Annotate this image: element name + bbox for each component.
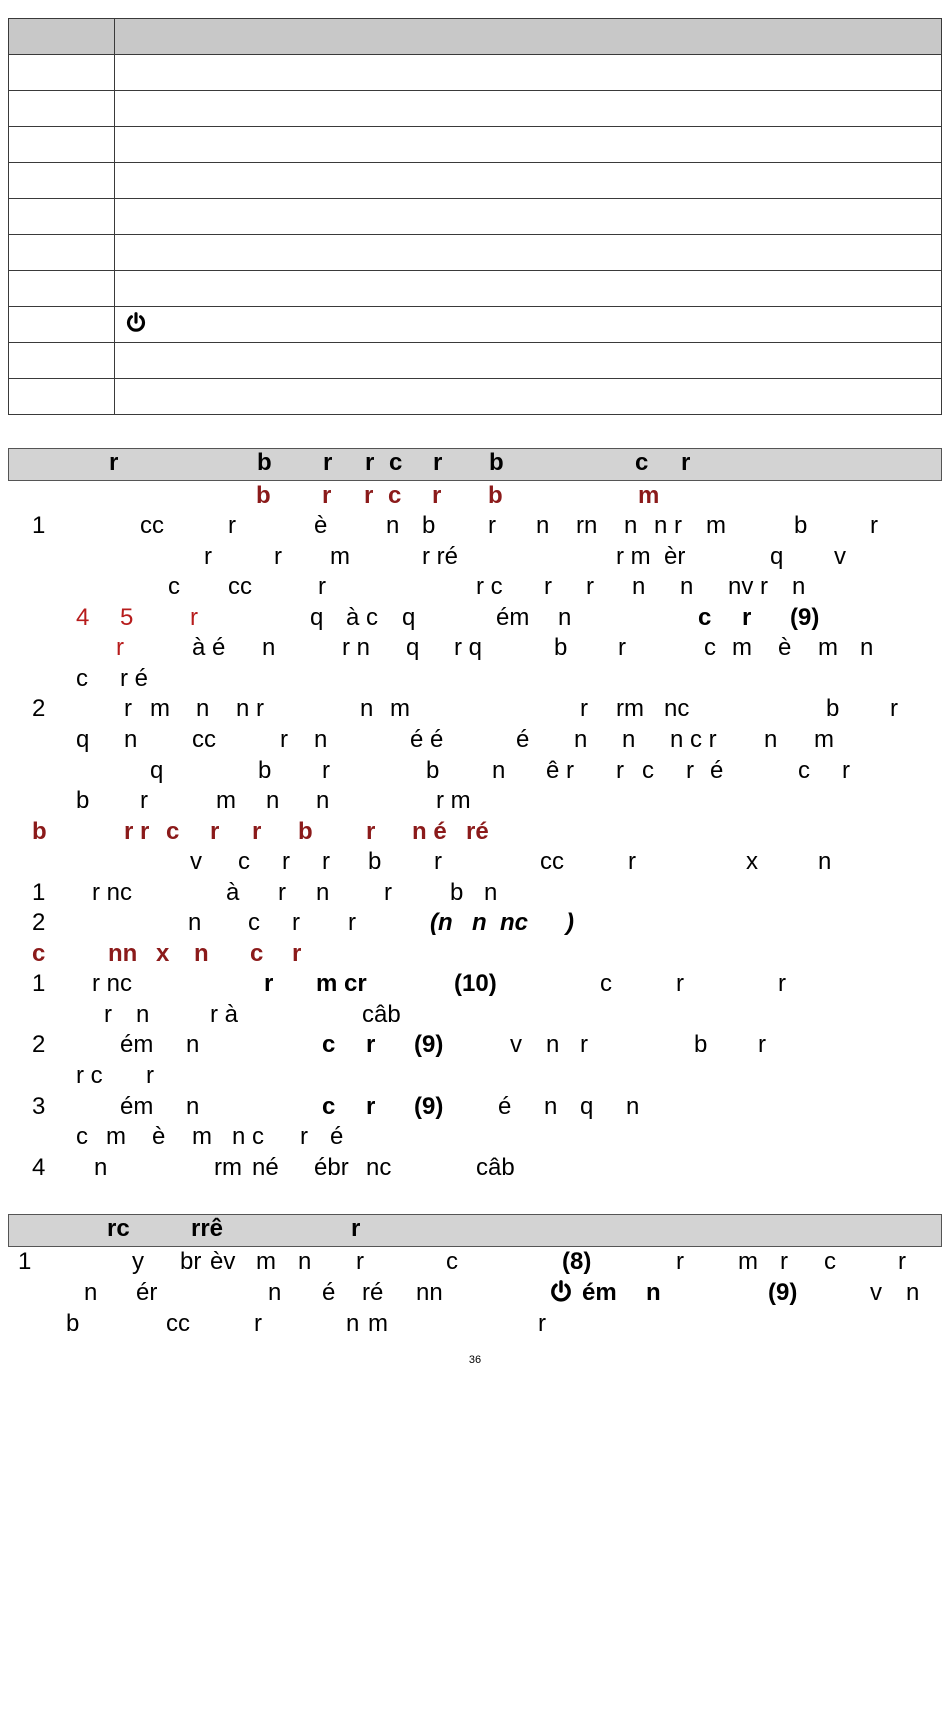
section1-line-11: v c r r b r cc r x n: [190, 848, 832, 875]
section1-line-10: b r m n n r m: [76, 787, 471, 814]
section1-line-16: 2 ém n c r (9) v n r b r: [32, 1031, 766, 1058]
power-icon: [125, 312, 147, 339]
section1-line-18: 3 ém n c r (9) é n q n: [32, 1093, 640, 1120]
section1-subheading-2: b r r c r r b r n é ré: [32, 818, 489, 845]
section2-line-3: b cc r n m r: [66, 1310, 546, 1337]
table-row: [9, 307, 942, 343]
table-row: [9, 235, 942, 271]
section1-header-bar: r b r r c r b c r: [8, 448, 942, 481]
section1-line-9: q b r b n ê r r c r é c r: [150, 757, 850, 784]
table-row: [9, 55, 942, 91]
section1-line-2: r r m r ré r m èr q v: [204, 543, 846, 570]
section1-line-5: r à é n r n q r q b r c m è m n: [116, 634, 874, 661]
section2-line-2: n ér n é ré nn ém n (9) v n: [84, 1279, 920, 1306]
section1-line-12: 1 r nc à r n r b n: [32, 879, 498, 906]
section1-line-6: c r é: [76, 665, 149, 692]
table-row: [9, 379, 942, 415]
table-header-row: [9, 19, 942, 55]
table-row: [9, 343, 942, 379]
section1-line-1: 1 cc r è n b r n rn n n r m b r: [32, 512, 878, 539]
table-row: [9, 163, 942, 199]
table-row: [9, 199, 942, 235]
section1-line-3: c cc r r c r r n n nv r n: [168, 573, 806, 600]
section1-line-8: q n cc r n é é é n n n c r n m: [76, 726, 834, 753]
page-number: 36: [468, 1354, 482, 1366]
table-row: [9, 271, 942, 307]
section1-line-7: 2 r m n n r n m r rm nc b r: [32, 695, 898, 722]
section2-header-bar: rc rrê r: [8, 1214, 942, 1247]
table-row: [9, 127, 942, 163]
section1-line-13: 2 n c r r (n n nc ): [32, 909, 574, 936]
section1-line-15: r n r à câb: [104, 1001, 401, 1028]
section1-line-14: 1 r nc r m cr (10) c r r: [32, 970, 786, 997]
table-row: [9, 91, 942, 127]
section1-subheading-3: c nn x n c r: [32, 940, 302, 967]
section1-subtitle: b r r c r b m: [256, 482, 660, 509]
top-table: [8, 18, 942, 415]
section1-line-19: c m è m n c r é: [76, 1123, 344, 1150]
section2-line-1: 1 y br èv m n r c (8) r m r c r: [0, 1247, 950, 1277]
section1-line-20: 4 n rm né ébr nc câb: [32, 1154, 515, 1181]
section1-line-17: r c r: [76, 1062, 154, 1089]
section1-line-4: 4 5 r q à c q ém n c r (9): [76, 604, 820, 631]
